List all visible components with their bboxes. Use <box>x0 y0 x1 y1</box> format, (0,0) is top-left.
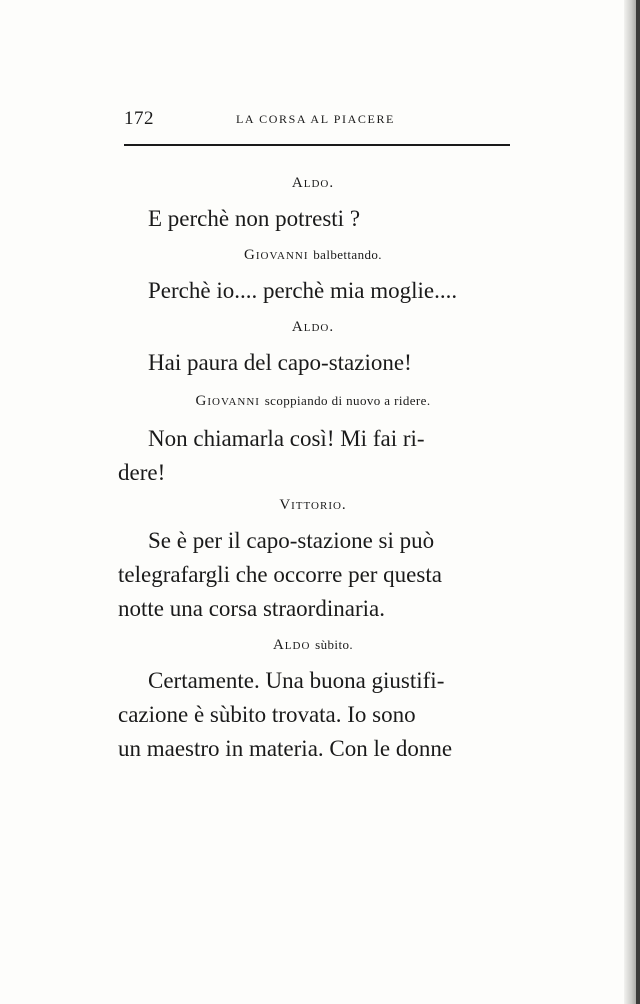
speech-line: Perchè io.... perchè mia moglie.... <box>148 278 458 303</box>
page-number: 172 <box>124 108 154 129</box>
speaker-name: Giovanni <box>244 247 309 263</box>
speech-paragraph <box>118 524 508 626</box>
running-title: LA CORSA AL PIACERE <box>236 112 395 126</box>
speaker-name: Vittorio. <box>279 497 347 513</box>
speaker-heading <box>118 172 508 194</box>
speech-line: un maestro in materia. Con le donne <box>118 736 453 761</box>
speech-paragraph <box>118 664 508 766</box>
speaker-heading <box>118 390 508 412</box>
stage-direction: sùbito. <box>315 637 354 652</box>
speaker-heading <box>118 244 508 266</box>
speech-line: cazione è sùbito trovata. Io sono <box>118 702 416 727</box>
speaker-name: Aldo. <box>291 175 335 191</box>
stage-direction: balbettando. <box>313 247 382 262</box>
page-header <box>124 108 514 132</box>
speech-line: telegrafargli che occorre per questa <box>118 562 442 587</box>
header-rule <box>124 144 510 146</box>
speech-line: Se è per il capo-stazione si può <box>148 528 435 553</box>
speech-line: dere! <box>118 460 166 485</box>
speaker-name: Aldo. <box>291 319 335 335</box>
stage-direction: scoppiando di nuovo a ridere. <box>264 393 431 408</box>
speaker-name: Aldo <box>272 637 311 653</box>
speech-line: Hai paura del capo-stazione! <box>148 350 412 375</box>
speaker-name: Giovanni <box>195 393 260 409</box>
speech-line: Non chiamarla così! Mi fai ri- <box>148 426 425 451</box>
speaker-heading <box>118 634 508 656</box>
speech-line: Certamente. Una buona giustifi- <box>148 668 445 693</box>
speech-line: notte una corsa straordinaria. <box>118 596 385 621</box>
speech-line: E perchè non potresti ? <box>148 206 361 231</box>
dialogue-text <box>118 166 508 766</box>
speaker-heading <box>118 316 508 338</box>
speech-paragraph <box>118 422 508 490</box>
page-edge-shadow <box>624 0 640 1004</box>
speaker-heading <box>118 494 508 516</box>
